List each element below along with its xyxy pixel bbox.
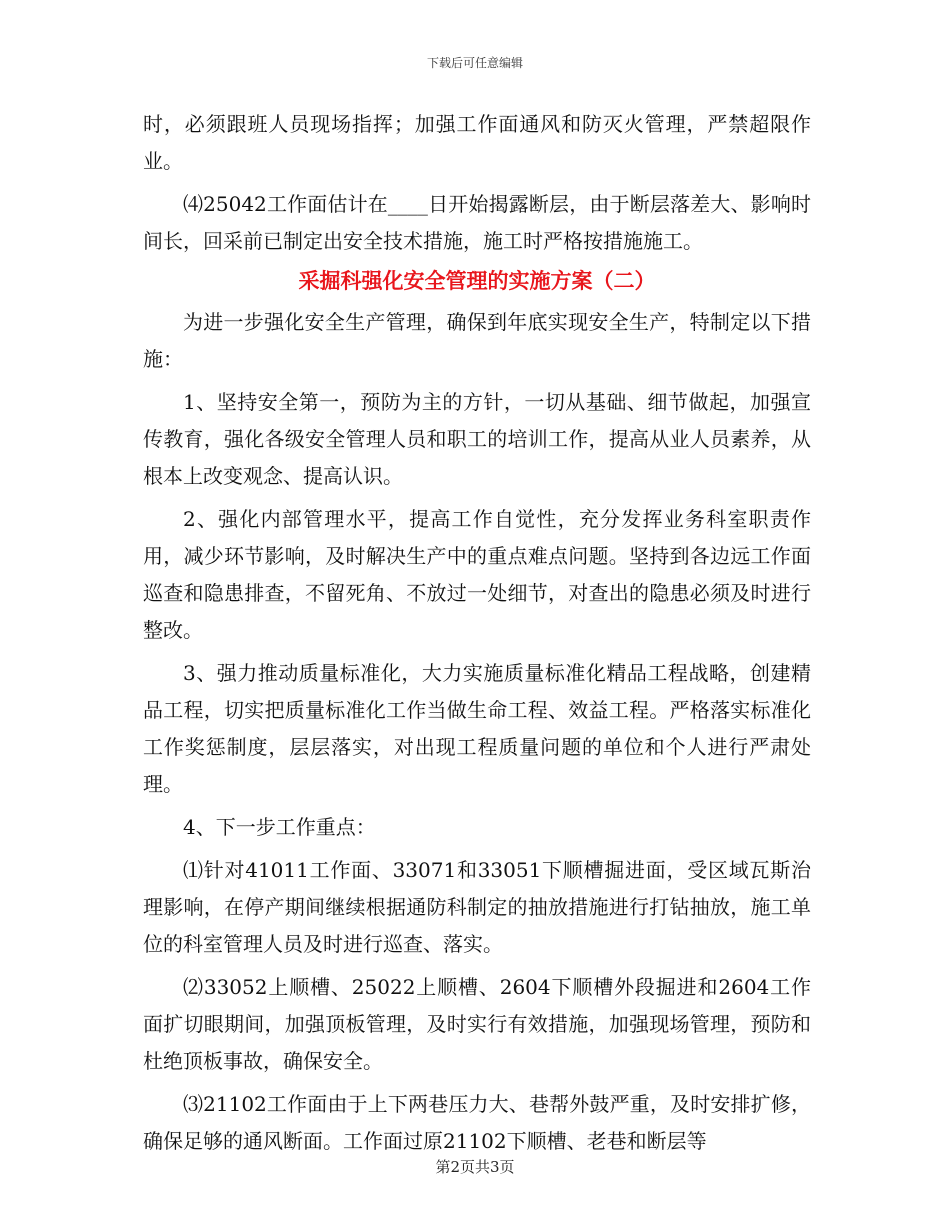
paragraph-sub-3: ⑶21102工作面由于上下两巷压力大、巷帮外鼓严重，及时安排扩修，确保足够的通风断面。工作面过原21102下顺槽、老巷和断层等 — [143, 1092, 811, 1153]
section-title: 采掘科强化安全管理的实施方案（二） — [298, 268, 656, 293]
paragraph-sub-2: ⑵33052上顺槽、25022上顺槽、2604下顺槽外段掘进和2604工作面扩切眼期间，加强顶板管理，及时实行有效措施，加强现场管理，预防和杜绝顶板事故，确保安全。 — [143, 975, 811, 1073]
continuation-paragraph: 时，必须跟班人员现场指挥；加强工作面通风和防灭火管理，严禁超限作业。 — [143, 112, 811, 173]
paragraph-point-2: 2、强化内部管理水平，提高工作自觉性，充分发挥业务科室职责作用，减少环节影响，及时解决生产中的重点难点问题。坚持到各边远工作面巡查和隐患排查，不留死角、不放过一处细节，对查出的隐患必须及时进行整改。 — [143, 507, 811, 642]
header-note: 下载后可任意编辑 — [426, 56, 523, 70]
page-footer: 第2页共3页 — [435, 1158, 515, 1176]
paragraph-point-1: 1、坚持安全第一，预防为主的方针，一切从基础、细节做起，加强宣传教育，强化各级安全管理人员和职工的培训工作，提高从业人员素养，从根本上改变观念、提高认识。 — [143, 390, 811, 488]
paragraph-point-4: 4、下一步工作重点： — [183, 815, 376, 839]
intro-paragraph: 为进一步强化安全生产管理，确保到年底实现安全生产，特制定以下措施： — [143, 310, 811, 371]
document-body — [143, 106, 811, 1160]
paragraph-sub-1: ⑴针对41011工作面、33071和33051下顺槽掘进面，受区域瓦斯治理影响，在停产期间继续根据通防科制定的抽放措施进行打钻抽放，施工单位的科室管理人员及时进行巡查、落实。 — [143, 858, 811, 956]
paragraph-point-3: 3、强力推动质量标准化，大力实施质量标准化精品工程战略，创建精品工程，切实把质量标准化工作当做生命工程、效益工程。严格落实标准化工作奖惩制度，层层落实，对出现工程质量问题的单位和个人进行严肃处理。 — [143, 661, 811, 796]
paragraph-item-4-previous: ⑷25042工作面估计在____日开始揭露断层，由于断层落差大、影响时间长，回采前已制定出安全技术措施，施工时严格按措施施工。 — [143, 192, 811, 253]
